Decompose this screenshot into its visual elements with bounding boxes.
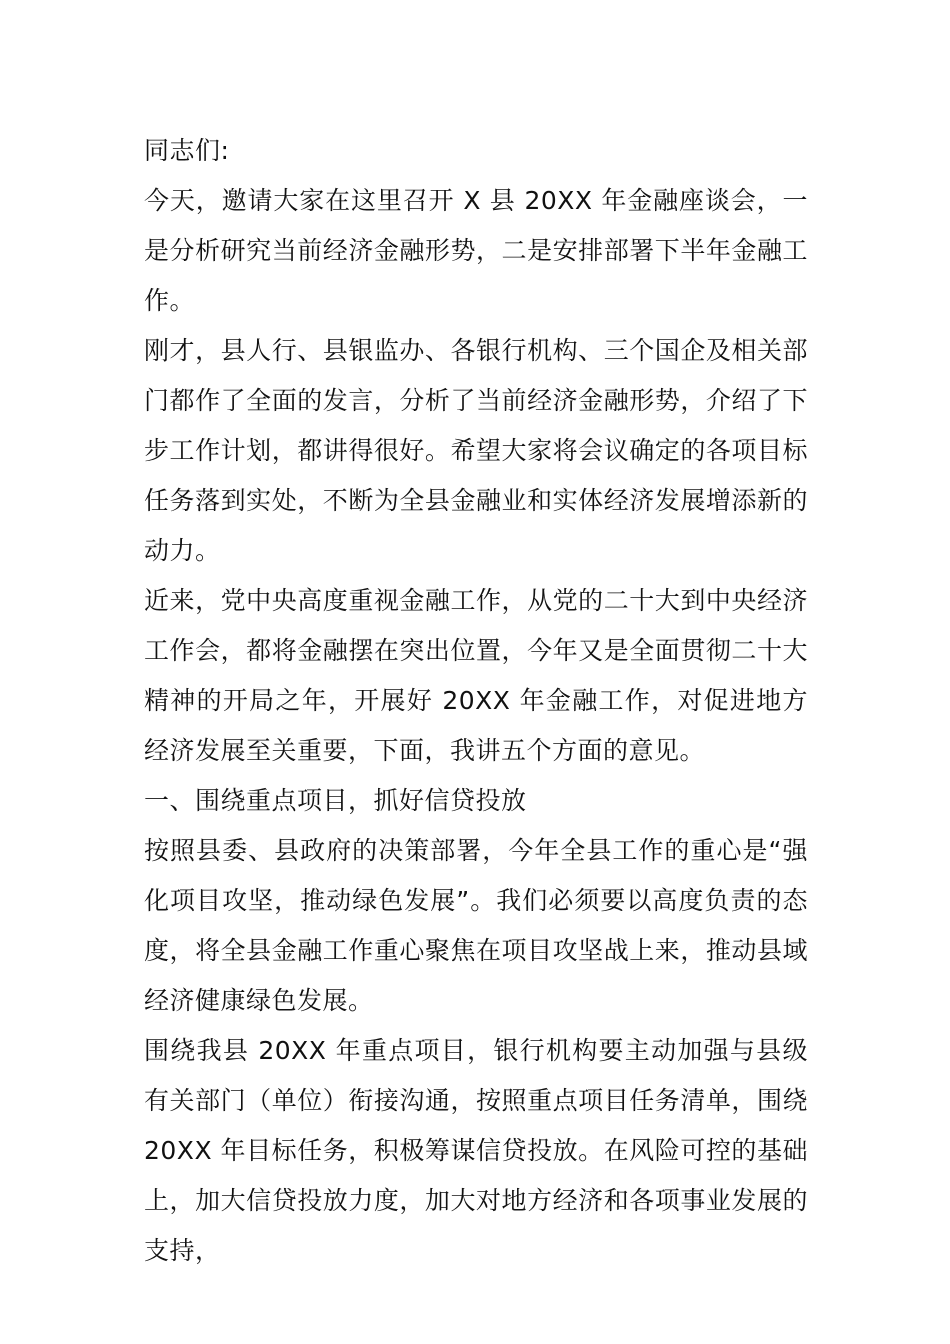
paragraph-section-1-b: 围绕我县 20XX 年重点项目，银行机构要主动加强与县级有关部门（单位）衔接沟通，按照重点项目任务清单，围绕 20XX 年目标任务，积极筹谋信贷投放。在风险可控的基础上，加大信贷投放力度，加大对地方经济和各项事业发展的支持， <box>144 1036 808 1265</box>
paragraph-section-1-a: 按照县委、县政府的决策部署，今年全县工作的重心是“强化项目攻坚，推动绿色发展”。我们必须要以高度负责的态度，将全县金融工作重心聚焦在项目攻坚战上来，推动县域经济健康绿色发展。 <box>144 836 808 1015</box>
section-heading-1: 一、围绕重点项目，抓好信贷投放 <box>144 786 527 815</box>
paragraph-review: 刚才，县人行、县银监办、各银行机构、三个国企及相关部门都作了全面的发言，分析了当前经济金融形势，介绍了下步工作计划，都讲得很好。希望大家将会议确定的各项目标任务落到实处，不断为全县金融业和实体经济发展增添新的动力。 <box>144 336 808 565</box>
document-body <box>144 126 808 1276</box>
paragraph-opening: 今天，邀请大家在这里召开 X 县 20XX 年金融座谈会，一是分析研究当前经济金融形势，二是安排部署下半年金融工作。 <box>144 186 808 315</box>
paragraph-context: 近来，党中央高度重视金融工作，从党的二十大到中央经济工作会，都将金融摆在突出位置，今年又是全面贯彻二十大精神的开局之年，开展好 20XX 年金融工作，对促进地方经济发展至关重要，下面，我讲五个方面的意见。 <box>144 586 808 765</box>
greeting: 同志们: <box>144 136 230 165</box>
